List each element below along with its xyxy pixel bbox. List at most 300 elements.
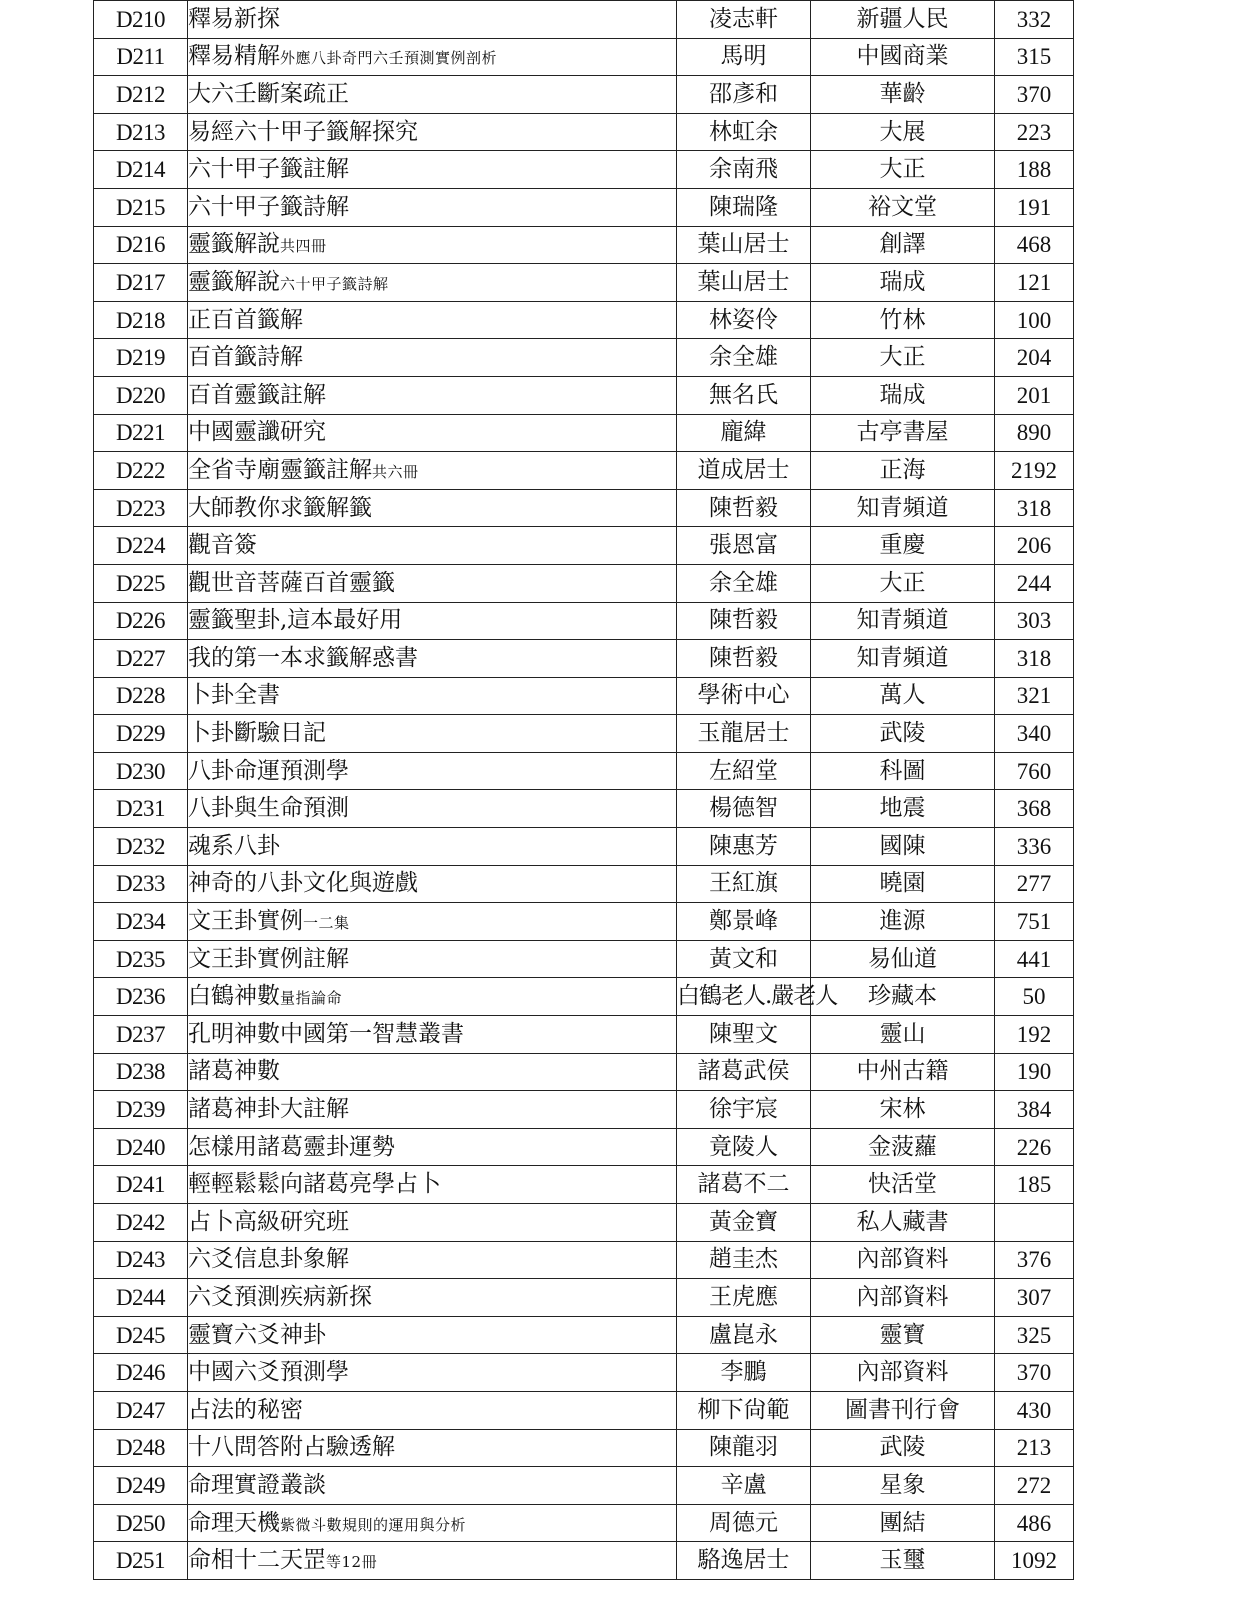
book-title-note: 等12冊 bbox=[326, 1553, 378, 1572]
book-title: 靈寶六爻神卦 bbox=[188, 1321, 326, 1348]
book-title-note: 紫微斗數規則的運用與分析 bbox=[280, 1515, 467, 1534]
table-row bbox=[94, 1128, 1074, 1166]
book-title: 中國六爻預測學 bbox=[188, 1359, 349, 1386]
book-author: 陳哲毅 bbox=[677, 602, 811, 640]
book-code: D237 bbox=[94, 1016, 188, 1054]
book-publisher: 大展 bbox=[811, 113, 995, 151]
book-title-cell bbox=[188, 978, 677, 1016]
book-publisher: 華齡 bbox=[811, 76, 995, 114]
table-row bbox=[94, 1429, 1074, 1467]
book-title: 魂系八卦 bbox=[188, 832, 280, 859]
book-title: 六十甲子籤註解 bbox=[188, 156, 349, 183]
book-publisher: 團結 bbox=[811, 1504, 995, 1542]
book-code: D221 bbox=[94, 414, 188, 452]
table-row bbox=[94, 677, 1074, 715]
book-author: 馬明 bbox=[677, 38, 811, 76]
book-publisher: 內部資料 bbox=[811, 1279, 995, 1317]
book-code: D248 bbox=[94, 1429, 188, 1467]
book-pages: 321 bbox=[995, 677, 1074, 715]
book-publisher: 中國商業 bbox=[811, 38, 995, 76]
table-row bbox=[94, 1204, 1074, 1242]
book-title-cell bbox=[188, 1354, 677, 1392]
book-title: 怎樣用諸葛靈卦運勢 bbox=[188, 1133, 395, 1160]
book-title-cell bbox=[188, 940, 677, 978]
book-author: 葉山居士 bbox=[677, 226, 811, 264]
book-title: 占卜高級研究班 bbox=[188, 1208, 349, 1235]
book-pages: 2192 bbox=[995, 452, 1074, 490]
book-code: D239 bbox=[94, 1091, 188, 1129]
book-pages: 185 bbox=[995, 1166, 1074, 1204]
book-code: D246 bbox=[94, 1354, 188, 1392]
book-publisher: 中州古籍 bbox=[811, 1053, 995, 1091]
table-row bbox=[94, 903, 1074, 941]
book-title-cell bbox=[188, 1467, 677, 1505]
book-code: D238 bbox=[94, 1053, 188, 1091]
book-publisher: 快活堂 bbox=[811, 1166, 995, 1204]
book-title-cell bbox=[188, 1166, 677, 1204]
book-publisher: 創譯 bbox=[811, 226, 995, 264]
book-title-cell bbox=[188, 1316, 677, 1354]
book-title-note: 量指論命 bbox=[280, 989, 343, 1008]
book-title-note: 外應八卦奇門六壬預測實例剖析 bbox=[280, 49, 498, 68]
book-title-cell bbox=[188, 1279, 677, 1317]
book-publisher: 知青頻道 bbox=[811, 602, 995, 640]
book-publisher: 瑞成 bbox=[811, 264, 995, 302]
book-code: D220 bbox=[94, 376, 188, 414]
book-code: D250 bbox=[94, 1504, 188, 1542]
book-title: 文王卦實例 bbox=[188, 908, 303, 935]
book-title-cell bbox=[188, 76, 677, 114]
book-pages: 277 bbox=[995, 865, 1074, 903]
book-code: D232 bbox=[94, 828, 188, 866]
table-row bbox=[94, 978, 1074, 1016]
book-title: 正百首籤解 bbox=[188, 306, 303, 333]
book-code: D212 bbox=[94, 76, 188, 114]
table-row bbox=[94, 1467, 1074, 1505]
book-pages: 190 bbox=[995, 1053, 1074, 1091]
book-title-cell bbox=[188, 452, 677, 490]
book-title-cell bbox=[188, 38, 677, 76]
table-row bbox=[94, 1053, 1074, 1091]
book-title: 觀音簽 bbox=[188, 532, 257, 559]
book-title-cell bbox=[188, 301, 677, 339]
book-author: 鄭景峰 bbox=[677, 903, 811, 941]
book-pages: 307 bbox=[995, 1279, 1074, 1317]
table-row bbox=[94, 1016, 1074, 1054]
book-publisher: 國陳 bbox=[811, 828, 995, 866]
book-publisher: 科圖 bbox=[811, 752, 995, 790]
book-pages: 441 bbox=[995, 940, 1074, 978]
book-pages: 368 bbox=[995, 790, 1074, 828]
book-author: 余全雄 bbox=[677, 564, 811, 602]
book-publisher: 內部資料 bbox=[811, 1241, 995, 1279]
book-author: 陳惠芳 bbox=[677, 828, 811, 866]
book-title: 八卦與生命預測 bbox=[188, 795, 349, 822]
book-pages: 201 bbox=[995, 376, 1074, 414]
book-author: 陳哲毅 bbox=[677, 489, 811, 527]
book-author: 葉山居士 bbox=[677, 264, 811, 302]
book-pages: 226 bbox=[995, 1128, 1074, 1166]
book-title: 孔明神數中國第一智慧叢書 bbox=[188, 1020, 464, 1047]
book-title-cell bbox=[188, 828, 677, 866]
book-publisher: 珍藏本 bbox=[811, 978, 995, 1016]
book-code: D249 bbox=[94, 1467, 188, 1505]
book-title: 大師教你求籤解籤 bbox=[188, 494, 372, 521]
book-author: 駱逸居士 bbox=[677, 1542, 811, 1580]
book-author: 盧崑永 bbox=[677, 1316, 811, 1354]
book-author: 陳龍羽 bbox=[677, 1429, 811, 1467]
book-title: 我的第一本求籤解惑書 bbox=[188, 644, 418, 671]
book-title: 百首靈籤註解 bbox=[188, 381, 326, 408]
book-title-cell bbox=[188, 790, 677, 828]
book-code: D242 bbox=[94, 1204, 188, 1242]
book-code: D240 bbox=[94, 1128, 188, 1166]
book-pages: 468 bbox=[995, 226, 1074, 264]
table-row bbox=[94, 414, 1074, 452]
book-publisher: 宋林 bbox=[811, 1091, 995, 1129]
table-row bbox=[94, 1166, 1074, 1204]
book-pages: 384 bbox=[995, 1091, 1074, 1129]
book-code: D247 bbox=[94, 1391, 188, 1429]
book-publisher: 大正 bbox=[811, 339, 995, 377]
book-author: 學術中心 bbox=[677, 677, 811, 715]
table-row bbox=[94, 376, 1074, 414]
book-code: D215 bbox=[94, 188, 188, 226]
book-title: 八卦命運預測學 bbox=[188, 757, 349, 784]
table-row bbox=[94, 489, 1074, 527]
book-publisher: 曉園 bbox=[811, 865, 995, 903]
book-author: 林姿伶 bbox=[677, 301, 811, 339]
book-author: 陳哲毅 bbox=[677, 640, 811, 678]
book-title: 命相十二天罡 bbox=[188, 1547, 326, 1574]
book-author: 黃文和 bbox=[677, 940, 811, 978]
book-code: D236 bbox=[94, 978, 188, 1016]
book-title-cell bbox=[188, 1016, 677, 1054]
book-publisher: 武陵 bbox=[811, 1429, 995, 1467]
table-row bbox=[94, 1391, 1074, 1429]
book-publisher: 大正 bbox=[811, 564, 995, 602]
book-code: D218 bbox=[94, 301, 188, 339]
book-pages: 340 bbox=[995, 715, 1074, 753]
table-row bbox=[94, 940, 1074, 978]
book-pages: 192 bbox=[995, 1016, 1074, 1054]
book-code: D244 bbox=[94, 1279, 188, 1317]
book-author: 柳下尙範 bbox=[677, 1391, 811, 1429]
book-publisher: 星象 bbox=[811, 1467, 995, 1505]
book-pages: 486 bbox=[995, 1504, 1074, 1542]
book-pages: 751 bbox=[995, 903, 1074, 941]
book-title-cell bbox=[188, 903, 677, 941]
book-title: 卜卦全書 bbox=[188, 682, 280, 709]
book-author: 諸葛不二 bbox=[677, 1166, 811, 1204]
table-row bbox=[94, 527, 1074, 565]
book-pages: 318 bbox=[995, 489, 1074, 527]
book-title: 釋易精解 bbox=[188, 43, 280, 70]
book-pages: 1092 bbox=[995, 1542, 1074, 1580]
book-pages: 191 bbox=[995, 188, 1074, 226]
book-author: 道成居士 bbox=[677, 452, 811, 490]
book-title-cell bbox=[188, 188, 677, 226]
book-title: 文王卦實例註解 bbox=[188, 945, 349, 972]
book-title-cell bbox=[188, 1091, 677, 1129]
book-author: 凌志軒 bbox=[677, 1, 811, 39]
book-author: 陳瑞隆 bbox=[677, 188, 811, 226]
book-code: D229 bbox=[94, 715, 188, 753]
book-author: 黃金寶 bbox=[677, 1204, 811, 1242]
book-pages: 430 bbox=[995, 1391, 1074, 1429]
book-title-cell bbox=[188, 1391, 677, 1429]
book-pages: 50 bbox=[995, 978, 1074, 1016]
table-row bbox=[94, 226, 1074, 264]
book-publisher: 知青頻道 bbox=[811, 640, 995, 678]
book-title: 白鶴神數 bbox=[188, 983, 280, 1010]
book-publisher: 古亭書屋 bbox=[811, 414, 995, 452]
book-title: 命理實證叢談 bbox=[188, 1471, 326, 1498]
book-title: 諸葛神卦大註解 bbox=[188, 1096, 349, 1123]
book-publisher: 重慶 bbox=[811, 527, 995, 565]
book-pages: 315 bbox=[995, 38, 1074, 76]
book-title-cell bbox=[188, 113, 677, 151]
book-code: D219 bbox=[94, 339, 188, 377]
book-title: 六爻信息卦象解 bbox=[188, 1246, 349, 1273]
book-catalog-table bbox=[93, 0, 1074, 1580]
book-title: 易經六十甲子籤解探究 bbox=[188, 118, 418, 145]
table-row bbox=[94, 828, 1074, 866]
book-title: 觀世音菩薩百首靈籤 bbox=[188, 569, 395, 596]
book-title-cell bbox=[188, 1128, 677, 1166]
book-code: D224 bbox=[94, 527, 188, 565]
book-author: 余全雄 bbox=[677, 339, 811, 377]
book-code: D251 bbox=[94, 1542, 188, 1580]
table-row bbox=[94, 301, 1074, 339]
book-code: D223 bbox=[94, 489, 188, 527]
book-title-cell bbox=[188, 226, 677, 264]
book-pages: 332 bbox=[995, 1, 1074, 39]
book-author: 無名氏 bbox=[677, 376, 811, 414]
catalog-body bbox=[94, 1, 1074, 1580]
book-code: D213 bbox=[94, 113, 188, 151]
book-title: 輕輕鬆鬆向諸葛亮學占卜 bbox=[188, 1171, 441, 1198]
book-pages: 760 bbox=[995, 752, 1074, 790]
book-code: D234 bbox=[94, 903, 188, 941]
book-pages: 213 bbox=[995, 1429, 1074, 1467]
book-publisher: 靈寶 bbox=[811, 1316, 995, 1354]
table-row bbox=[94, 1279, 1074, 1317]
book-author: 徐宇宸 bbox=[677, 1091, 811, 1129]
book-title-cell bbox=[188, 1429, 677, 1467]
book-code: D214 bbox=[94, 151, 188, 189]
book-publisher: 正海 bbox=[811, 452, 995, 490]
book-publisher: 新疆人民 bbox=[811, 1, 995, 39]
book-title: 靈籤解說 bbox=[188, 231, 280, 258]
book-publisher: 易仙道 bbox=[811, 940, 995, 978]
book-title-cell bbox=[188, 1204, 677, 1242]
book-title: 靈籤聖卦,這本最好用 bbox=[188, 607, 403, 634]
book-title-cell bbox=[188, 376, 677, 414]
book-publisher: 竹林 bbox=[811, 301, 995, 339]
book-code: D233 bbox=[94, 865, 188, 903]
book-title-cell bbox=[188, 264, 677, 302]
book-title-cell bbox=[188, 489, 677, 527]
book-title-cell bbox=[188, 1241, 677, 1279]
book-code: D245 bbox=[94, 1316, 188, 1354]
table-row bbox=[94, 452, 1074, 490]
book-author: 諸葛武侯 bbox=[677, 1053, 811, 1091]
book-author: 李鵬 bbox=[677, 1354, 811, 1392]
book-pages: 204 bbox=[995, 339, 1074, 377]
book-title-cell bbox=[188, 527, 677, 565]
book-publisher: 瑞成 bbox=[811, 376, 995, 414]
table-row bbox=[94, 1542, 1074, 1580]
book-title: 中國靈讖研究 bbox=[188, 419, 326, 446]
book-author: 林虹余 bbox=[677, 113, 811, 151]
book-publisher: 知青頻道 bbox=[811, 489, 995, 527]
table-row bbox=[94, 264, 1074, 302]
table-row bbox=[94, 76, 1074, 114]
book-code: D241 bbox=[94, 1166, 188, 1204]
book-title: 命理天機 bbox=[188, 1509, 280, 1536]
book-pages: 100 bbox=[995, 301, 1074, 339]
book-pages: 223 bbox=[995, 113, 1074, 151]
book-publisher: 武陵 bbox=[811, 715, 995, 753]
table-row bbox=[94, 339, 1074, 377]
book-pages: 890 bbox=[995, 414, 1074, 452]
book-title-cell bbox=[188, 1542, 677, 1580]
book-title: 諸葛神數 bbox=[188, 1058, 280, 1085]
book-code: D210 bbox=[94, 1, 188, 39]
book-pages: 325 bbox=[995, 1316, 1074, 1354]
book-code: D243 bbox=[94, 1241, 188, 1279]
book-title-note: 一二集 bbox=[303, 914, 350, 933]
book-title-note: 共六冊 bbox=[372, 462, 419, 481]
book-title-cell bbox=[188, 865, 677, 903]
book-publisher: 地震 bbox=[811, 790, 995, 828]
book-pages: 376 bbox=[995, 1241, 1074, 1279]
book-title: 釋易新探 bbox=[188, 5, 280, 32]
book-title-cell bbox=[188, 339, 677, 377]
book-pages: 188 bbox=[995, 151, 1074, 189]
table-row bbox=[94, 1241, 1074, 1279]
book-title: 神奇的八卦文化與遊戲 bbox=[188, 870, 418, 897]
book-title: 六爻預測疾病新探 bbox=[188, 1283, 372, 1310]
book-code: D225 bbox=[94, 564, 188, 602]
book-author: 玉龍居士 bbox=[677, 715, 811, 753]
book-title-cell bbox=[188, 640, 677, 678]
table-row bbox=[94, 602, 1074, 640]
book-code: D226 bbox=[94, 602, 188, 640]
table-row bbox=[94, 1091, 1074, 1129]
book-title-cell bbox=[188, 602, 677, 640]
book-title-cell bbox=[188, 715, 677, 753]
book-title: 十八問答附占驗透解 bbox=[188, 1434, 395, 1461]
table-row bbox=[94, 1316, 1074, 1354]
book-title-cell bbox=[188, 151, 677, 189]
book-publisher: 玉璽 bbox=[811, 1542, 995, 1580]
book-title-cell bbox=[188, 414, 677, 452]
book-author: 余南飛 bbox=[677, 151, 811, 189]
book-title: 占法的秘密 bbox=[188, 1396, 303, 1423]
book-title-cell bbox=[188, 1504, 677, 1542]
book-author: 周德元 bbox=[677, 1504, 811, 1542]
book-title: 六十甲子籤詩解 bbox=[188, 193, 349, 220]
table-row bbox=[94, 38, 1074, 76]
book-title-cell bbox=[188, 1053, 677, 1091]
table-row bbox=[94, 1, 1074, 39]
book-author: 邵彥和 bbox=[677, 76, 811, 114]
book-code: D235 bbox=[94, 940, 188, 978]
book-publisher: 私人藏書 bbox=[811, 1204, 995, 1242]
book-pages: 336 bbox=[995, 828, 1074, 866]
table-row bbox=[94, 188, 1074, 226]
table-row bbox=[94, 1504, 1074, 1542]
book-title: 大六壬斷案疏正 bbox=[188, 80, 349, 107]
book-author: 王紅旗 bbox=[677, 865, 811, 903]
book-code: D228 bbox=[94, 677, 188, 715]
book-author: 龐緯 bbox=[677, 414, 811, 452]
book-title: 靈籤解說 bbox=[188, 268, 280, 295]
book-author: 王虎應 bbox=[677, 1279, 811, 1317]
book-pages bbox=[995, 1204, 1074, 1242]
book-title: 全省寺廟靈籤註解 bbox=[188, 456, 372, 483]
book-code: D231 bbox=[94, 790, 188, 828]
book-author: 陳聖文 bbox=[677, 1016, 811, 1054]
book-publisher: 金菠蘿 bbox=[811, 1128, 995, 1166]
table-row bbox=[94, 640, 1074, 678]
table-row bbox=[94, 1354, 1074, 1392]
book-author: 趙圭杰 bbox=[677, 1241, 811, 1279]
table-row bbox=[94, 113, 1074, 151]
book-publisher: 萬人 bbox=[811, 677, 995, 715]
table-row bbox=[94, 752, 1074, 790]
book-pages: 272 bbox=[995, 1467, 1074, 1505]
book-publisher: 靈山 bbox=[811, 1016, 995, 1054]
book-author: 張恩富 bbox=[677, 527, 811, 565]
table-row bbox=[94, 715, 1074, 753]
book-title: 百首籤詩解 bbox=[188, 344, 303, 371]
table-row bbox=[94, 564, 1074, 602]
book-pages: 121 bbox=[995, 264, 1074, 302]
book-author: 白鶴老人.嚴老人 bbox=[677, 978, 811, 1016]
table-row bbox=[94, 790, 1074, 828]
book-title-cell bbox=[188, 752, 677, 790]
book-publisher: 內部資料 bbox=[811, 1354, 995, 1392]
book-pages: 244 bbox=[995, 564, 1074, 602]
book-publisher: 圖書刊行會 bbox=[811, 1391, 995, 1429]
book-publisher: 進源 bbox=[811, 903, 995, 941]
book-title-note: 共四冊 bbox=[280, 237, 327, 256]
book-pages: 370 bbox=[995, 1354, 1074, 1392]
book-title-cell bbox=[188, 1, 677, 39]
book-author: 左紹堂 bbox=[677, 752, 811, 790]
book-code: D211 bbox=[94, 38, 188, 76]
book-author: 竟陵人 bbox=[677, 1128, 811, 1166]
book-title-cell bbox=[188, 564, 677, 602]
book-code: D222 bbox=[94, 452, 188, 490]
book-code: D230 bbox=[94, 752, 188, 790]
book-pages: 303 bbox=[995, 602, 1074, 640]
book-code: D217 bbox=[94, 264, 188, 302]
book-pages: 370 bbox=[995, 76, 1074, 114]
table-row bbox=[94, 151, 1074, 189]
book-publisher: 大正 bbox=[811, 151, 995, 189]
book-title-note: 六十甲子籤詩解 bbox=[280, 274, 389, 293]
table-row bbox=[94, 865, 1074, 903]
book-author: 辛盧 bbox=[677, 1467, 811, 1505]
book-author: 楊德智 bbox=[677, 790, 811, 828]
book-pages: 206 bbox=[995, 527, 1074, 565]
book-pages: 318 bbox=[995, 640, 1074, 678]
book-code: D227 bbox=[94, 640, 188, 678]
